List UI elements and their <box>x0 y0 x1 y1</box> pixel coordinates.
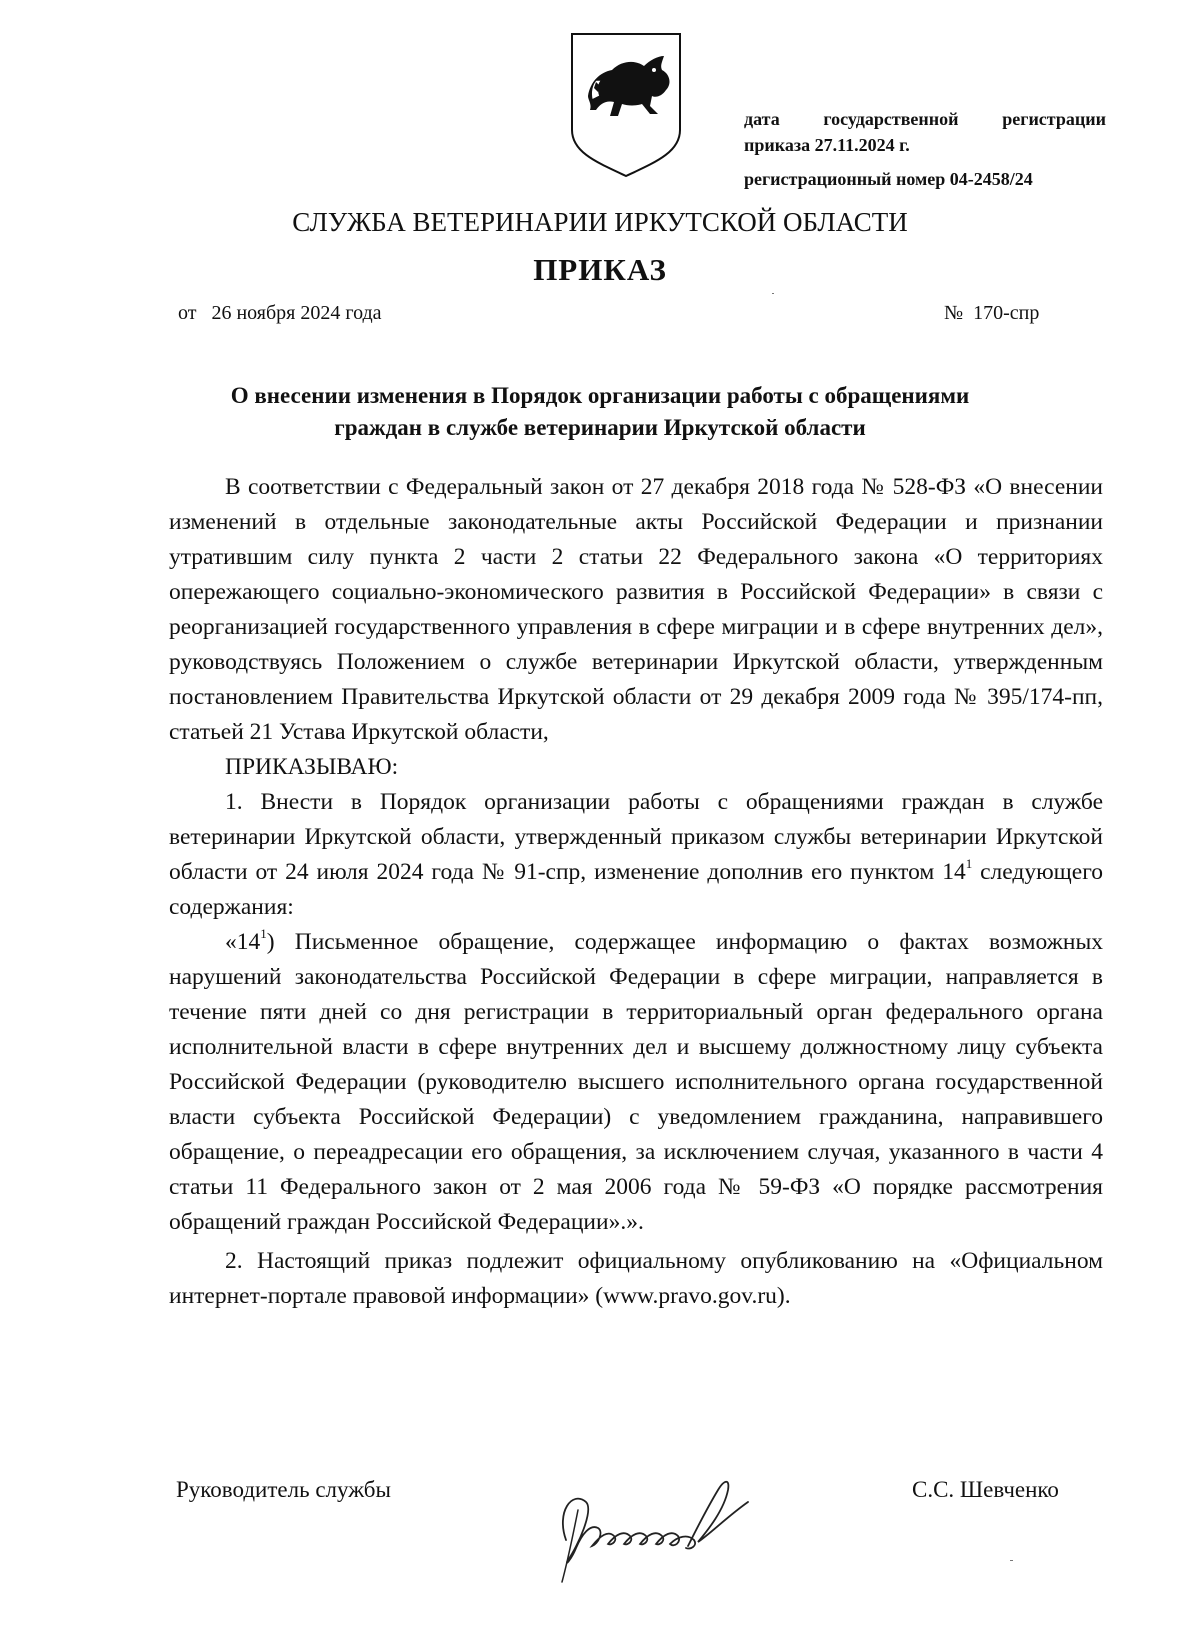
order-date <box>178 302 382 325</box>
order-title <box>150 380 1050 444</box>
order-directive: ПРИКАЗЫВАЮ: <box>225 754 399 780</box>
item-1-text: 1. Внести в Порядок организации работы с обращениями граждан в службе ветеринарии Иркутской области, утвержденный приказом службы ветеринарии Иркутской области от 24 июля 2024 года № 91-спр, изменение дополнив его пунктом 14 <box>169 789 1103 885</box>
scan-speck <box>1010 1560 1013 1561</box>
quoted-clause-text: ) Письменное обращение, содержащее информацию о фактах возможных нарушений законодательства Российской Федерации в сфере миграции, направляется в течение пяти дней со дня регистрации в территориальный орган федерального органа исполнительной власти в сфере внутренних дел и высшему должностному лицу субъекта Российской Федерации (руководителю высшего исполнительного органа государственной власти субъекта Российской Федерации) с уведомлением гражданина, направившего обращение, о переадресации его обращения, за исключением случая, указанного в части 4 статьи 11 Федерального закон от 2 мая 2006 года № 59-ФЗ «О порядке рассмотрения обращений граждан Российской Федерации».». <box>169 929 1103 1235</box>
order-number <box>944 302 1039 325</box>
quoted-clause-superscript: 1 <box>260 926 267 942</box>
item-2-paragraph: 2. Настоящий приказ подлежит официальному опубликованию на «Официальном интернет-портале правовой информации» (www.pravo.gov.ru). <box>169 1248 1103 1309</box>
coat-of-arms-emblem <box>566 30 686 178</box>
registration-date: приказа 27.11.2024 г. <box>744 135 910 155</box>
registration-word: регистрации <box>1002 109 1106 129</box>
agency-name: СЛУЖБА ВЕТЕРИНАРИИ ИРКУТСКОЙ ОБЛАСТИ <box>292 207 908 237</box>
order-body <box>169 470 1103 1314</box>
quoted-clause-paragraph <box>169 925 1103 1240</box>
registration-stamp <box>744 106 1106 192</box>
item-1-tail: следующего содержания: <box>169 859 1104 920</box>
registration-number: регистрационный номер 04-2458/24 <box>744 169 1033 189</box>
item-1-paragraph <box>169 785 1103 925</box>
preamble-paragraph: В соответствии с Федеральный закон от 27 декабря 2018 года № 528-ФЗ «О внесении изменений в отдельные законодательные акты Российской Федерации и признании утратившим силу пункта 2 части 2 статьи 22 Федерального закона «О территориях опережающего социально-экономического развития в Российской Федерации» в связи с реорганизацией государственного управления в сфере миграции и в сфере внутренних дел», руководствуясь Положением о службе ветеринарии Иркутской области, утвержденным постановлением Правительства Иркутской области от 29 декабря 2009 года № 395/174-пп, статьей 21 Устава Иркутской области, <box>169 474 1103 745</box>
signer-role: Руководитель службы <box>176 1477 391 1502</box>
order-title-line-2: граждан в службе ветеринарии Иркутской области <box>334 415 866 440</box>
registration-word: государственной <box>823 109 959 129</box>
document-type: ПРИКАЗ <box>533 252 667 287</box>
order-number-text: № 170-спр <box>944 302 1040 324</box>
order-title-line-1: О внесении изменения в Порядок организации работы с обращениями <box>230 383 970 408</box>
scan-speck <box>772 293 774 294</box>
quoted-clause-open: «14 <box>225 929 261 955</box>
registration-line-1 <box>744 106 1106 132</box>
handwritten-signature <box>538 1450 798 1590</box>
signer-name: С.С. Шевченко <box>912 1477 1059 1502</box>
item-1-superscript: 1 <box>965 856 973 872</box>
registration-word: дата <box>744 109 780 129</box>
order-date-text: от 26 ноября 2024 года <box>178 302 382 324</box>
